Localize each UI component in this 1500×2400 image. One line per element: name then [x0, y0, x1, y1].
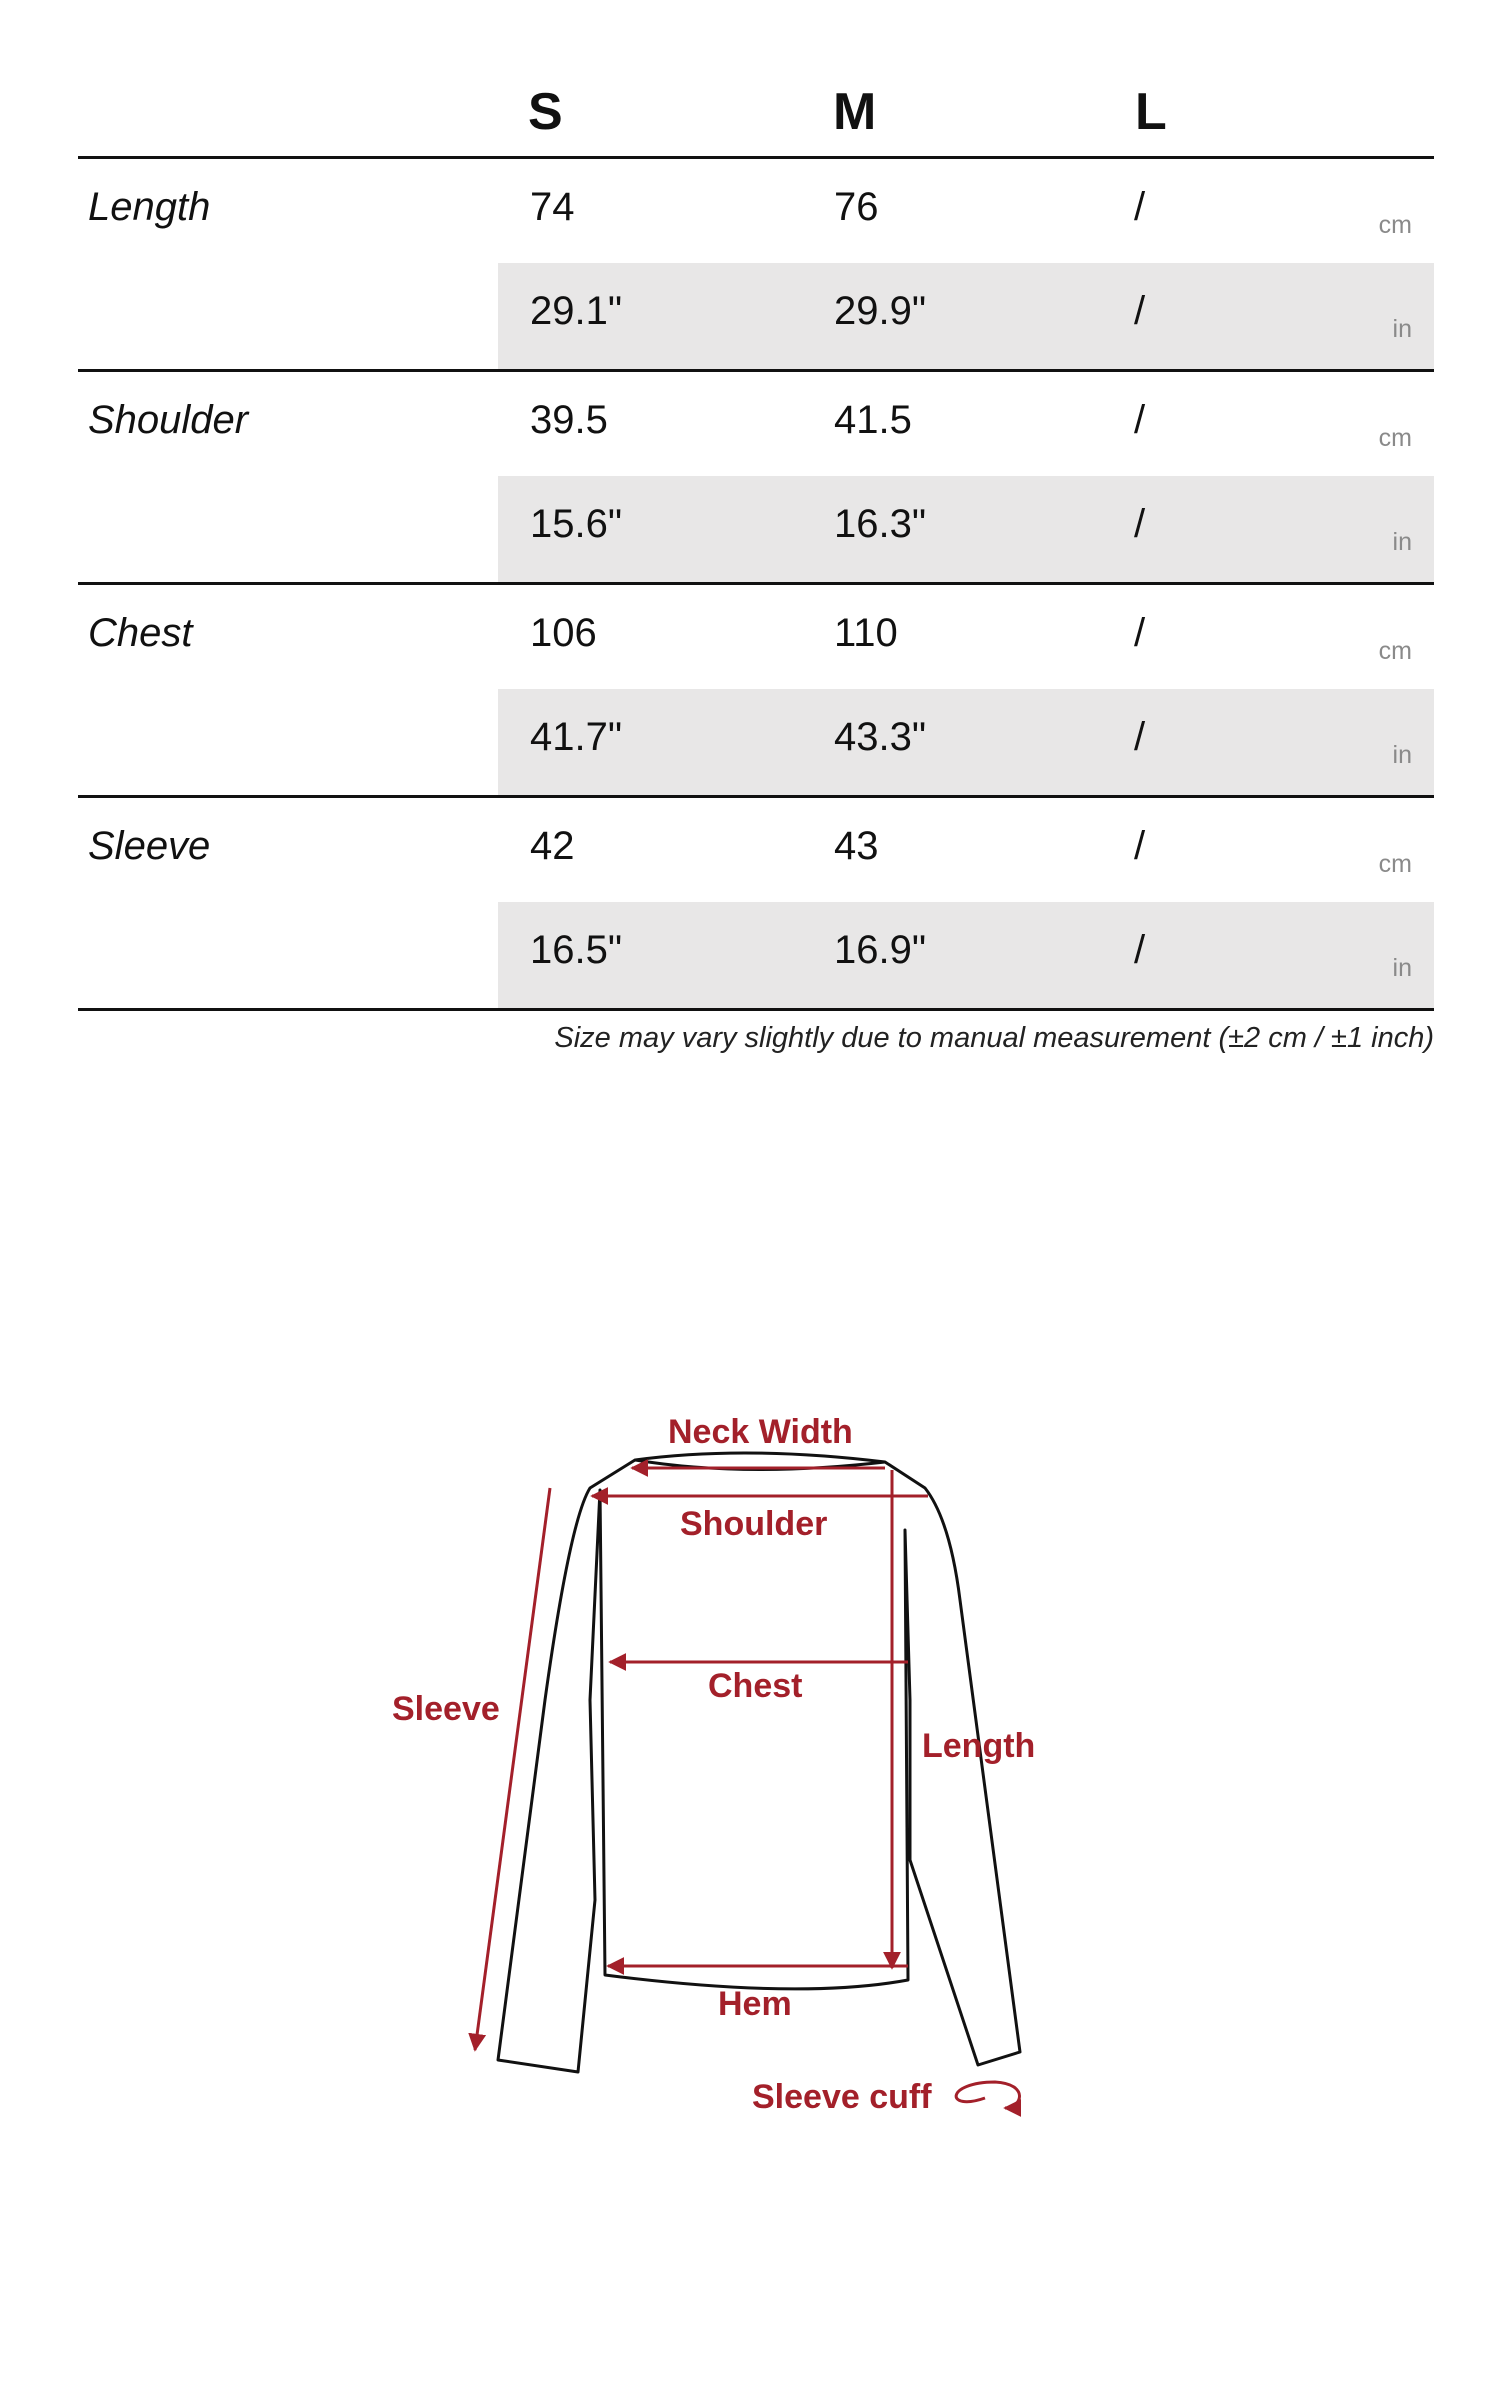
garment-diagram	[0, 1350, 1500, 2150]
value-m-in: 29.9"	[834, 289, 927, 333]
sleeve-arrow	[475, 1488, 550, 2050]
value-l-in: /	[1134, 715, 1146, 759]
sleeve-cuff-arrow	[956, 2082, 1019, 2108]
value-m-in: 43.3"	[834, 715, 927, 759]
value-l-in: /	[1134, 289, 1146, 333]
table-row-in	[498, 689, 1434, 795]
value-l-cm: /	[1134, 611, 1146, 655]
unit-cm: cm	[1378, 637, 1412, 665]
value-l-cm: /	[1134, 398, 1146, 442]
table-row-in	[498, 263, 1434, 369]
measurement-note: Size may vary slightly due to manual measurement (±2 cm / ±1 inch)	[554, 1022, 1434, 1054]
value-m-cm: 76	[834, 185, 879, 229]
value-l-cm: /	[1134, 824, 1146, 868]
value-s-in: 15.6"	[530, 502, 623, 546]
size-header-l: L	[1135, 83, 1167, 141]
unit-in: in	[1392, 741, 1412, 769]
measurement-label: Chest	[88, 611, 193, 655]
size-header-s: S	[528, 83, 563, 141]
value-l-in: /	[1134, 928, 1146, 972]
value-m-in: 16.3"	[834, 502, 927, 546]
hem-label: Hem	[718, 1985, 792, 2023]
unit-in: in	[1392, 528, 1412, 556]
measurement-label: Shoulder	[88, 398, 249, 442]
table-row-cm	[498, 798, 1434, 905]
size-header-row	[78, 70, 1434, 159]
table-row-cm	[498, 159, 1434, 266]
measurement-group-length	[78, 159, 1434, 372]
unit-cm: cm	[1378, 424, 1412, 452]
table-row-cm	[498, 372, 1434, 479]
sleeve-label: Sleeve	[392, 1690, 500, 1728]
table-row-in	[498, 902, 1434, 1008]
unit-in: in	[1392, 315, 1412, 343]
value-m-cm: 43	[834, 824, 879, 868]
shoulder-label: Shoulder	[680, 1505, 828, 1543]
value-s-cm: 42	[530, 824, 575, 868]
size-header-m: M	[833, 83, 877, 141]
length-label: Length	[922, 1727, 1036, 1765]
table-row-cm	[498, 585, 1434, 692]
value-l-in: /	[1134, 502, 1146, 546]
value-s-cm: 106	[530, 611, 597, 655]
value-l-cm: /	[1134, 185, 1146, 229]
measurement-label: Length	[88, 185, 211, 229]
value-m-in: 16.9"	[834, 928, 927, 972]
measurement-group-shoulder	[78, 372, 1434, 585]
table-row-in	[498, 476, 1434, 582]
value-s-in: 29.1"	[530, 289, 623, 333]
chest-label: Chest	[708, 1667, 803, 1705]
measurement-group-sleeve	[78, 798, 1434, 1011]
value-m-cm: 41.5	[834, 398, 912, 442]
unit-cm: cm	[1378, 211, 1412, 239]
value-s-in: 41.7"	[530, 715, 623, 759]
value-s-in: 16.5"	[530, 928, 623, 972]
unit-cm: cm	[1378, 850, 1412, 878]
measurement-group-chest	[78, 585, 1434, 798]
value-m-cm: 110	[834, 611, 898, 655]
sleeve-cuff-label: Sleeve cuff	[752, 2078, 932, 2116]
unit-in: in	[1392, 954, 1412, 982]
value-s-cm: 39.5	[530, 398, 608, 442]
value-s-cm: 74	[530, 185, 575, 229]
measurement-label: Sleeve	[88, 824, 211, 868]
neck-width-label: Neck Width	[668, 1413, 853, 1451]
